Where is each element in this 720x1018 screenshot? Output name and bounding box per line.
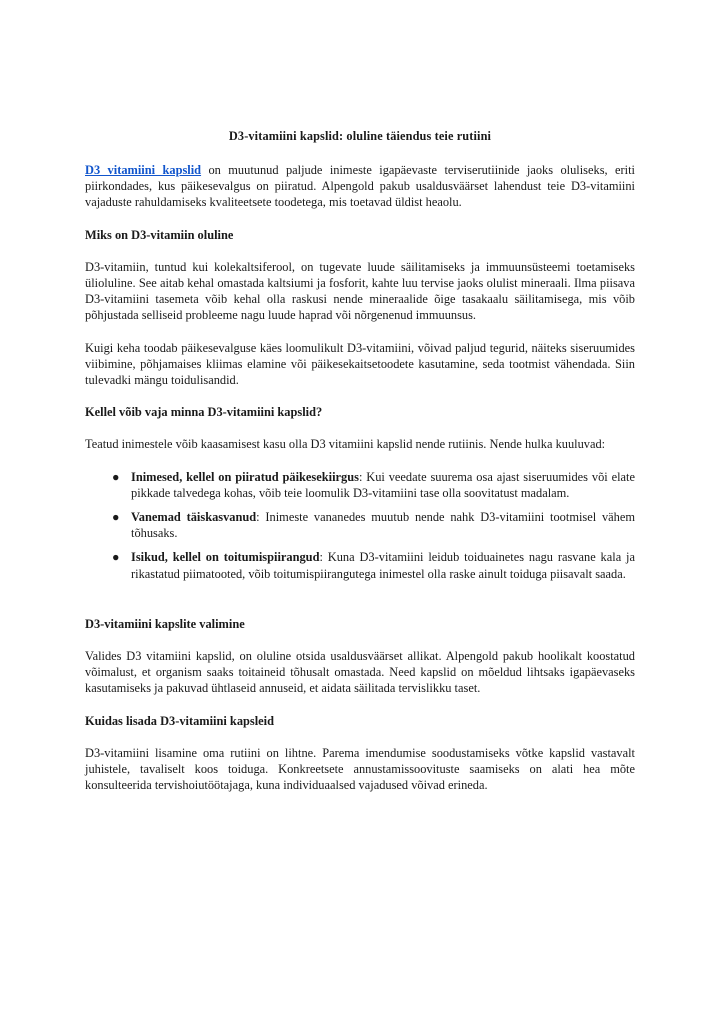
section-0-paragraph-1: Kuigi keha toodab päikesevalguse käes loomulikult D3-vitamiini, võivad paljud tegurid, näiteks siseruumides viibimine, põhjamaises kliimas elamine või päikesekaitsetoodete kasutamine, seda tootmist vähendada. Siin tulevadki mängu toidulisandid. <box>85 340 635 388</box>
section-heading-miks-on-d3-vitamiin-oluline: Miks on D3-vitamiin oluline <box>85 227 234 242</box>
section-0-paragraph-0: D3-vitamiin, tuntud kui kolekaltsiferool, on tugevate luude säilitamiseks ja immuunsüsteemi toetamiseks ülioluline. See aitab kehal omastada kaltsiumi ja fosforit, kahte luu tervise jaoks olulist mineraali. Ilma piisava D3-vitamiini tasemeta võib kehal olla raskusi nende mineraalide õige tasakaalu säilitamisega, mis võib põhjustada selliseid probleeme nagu luude haprad või nõrgenenud immuunsus. <box>85 259 635 323</box>
intro-paragraph-rest: on muutunud paljude inimeste igapäevaste terviserutiinide jaoks oluliseks, eriti piirkondades, kus päikesevalgus on piiratud. Alpengold pakub usaldusväärset lahendust teie D3-vitamiini vajaduste rahuldamiseks kvaliteetsete toodetega, mis toetavad üldist heaolu. <box>85 163 635 210</box>
list-item-lead: Isikud, kellel on toitumispiirangud <box>131 550 320 565</box>
bullet-icon: ● <box>112 510 120 525</box>
list-item-text: : Kuna D3-vitamiini leidub toiduainetes nagu rasvane kala ja rikastatud piimatooted, võib toitumispiirangutega inimestel olla raske ainult toiduga piisavalt saada. <box>131 550 635 581</box>
bullet-icon: ● <box>112 550 120 565</box>
bullet-icon: ● <box>112 469 120 484</box>
section-heading-kapslite-valimine: D3-vitamiini kapslite valimine <box>85 616 245 631</box>
list-item-text: : Kui veedate suurema osa ajast siseruumides või elate pikkade talvedega kohas, võib teie loomulik D3-vitamiini tase olla soovitatust madalam. <box>131 469 635 500</box>
list-item-lead: Vanemad täiskasvanud <box>131 510 257 525</box>
section-heading-kellel-voib-vaja-minna: Kellel võib vaja minna D3-vitamiini kapslid? <box>85 405 323 420</box>
d3-vitamiini-kapslid-link[interactable]: D3 vitamiini kapslid <box>85 163 202 177</box>
section-heading-kuidas-lisada: Kuidas lisada D3-vitamiini kapsleid <box>85 713 275 728</box>
section-2-paragraph-0: Valides D3 vitamiini kapslid, on oluline otsida usaldusväärset allikat. Alpengold pakub hoolikalt koostatud võimalust, et organism saaks toitaineid tõhusalt omastada. Need kapslid on mõeldud lihtsaks igapäevaseks kasutamiseks ja pakuvad ühtlaseid annuseid, et aidata säilitada tervislikku taset. <box>85 649 635 696</box>
section-1-intro-paragraph: Teatud inimestele võib kaasamisest kasu olla D3 vitamiini kapslid nende rutiinis. Nende hulka kuuluvad: <box>85 437 606 452</box>
page-title: D3-vitamiini kapslid: oluline täiendus teie rutiini <box>228 129 492 143</box>
benefit-group-list <box>85 469 635 582</box>
intro-paragraph <box>85 162 635 211</box>
list-item-lead: Inimesed, kellel on piiratud päikesekiirgus <box>131 469 359 484</box>
list-item-text: : Inimeste vananedes muutub nende nahk D3-vitamiini tootmisel vähem tõhusaks. <box>131 510 635 541</box>
list-section-spacer <box>85 598 635 616</box>
section-3-paragraph-0: D3-vitamiini lisamine oma rutiini on lihtne. Parema imendumise soodustamiseks võtke kapslid vastavalt juhistele, tavaliselt koos toiduga. Konkreetsete annustamissoovituste saamiseks on alati hea mõte konsulteerida tervishoiutöötajaga, kuna individuaalsed vajadused võivad erineda. <box>85 745 635 793</box>
list-item <box>85 549 635 581</box>
list-item <box>85 469 635 501</box>
list-item <box>85 509 635 541</box>
